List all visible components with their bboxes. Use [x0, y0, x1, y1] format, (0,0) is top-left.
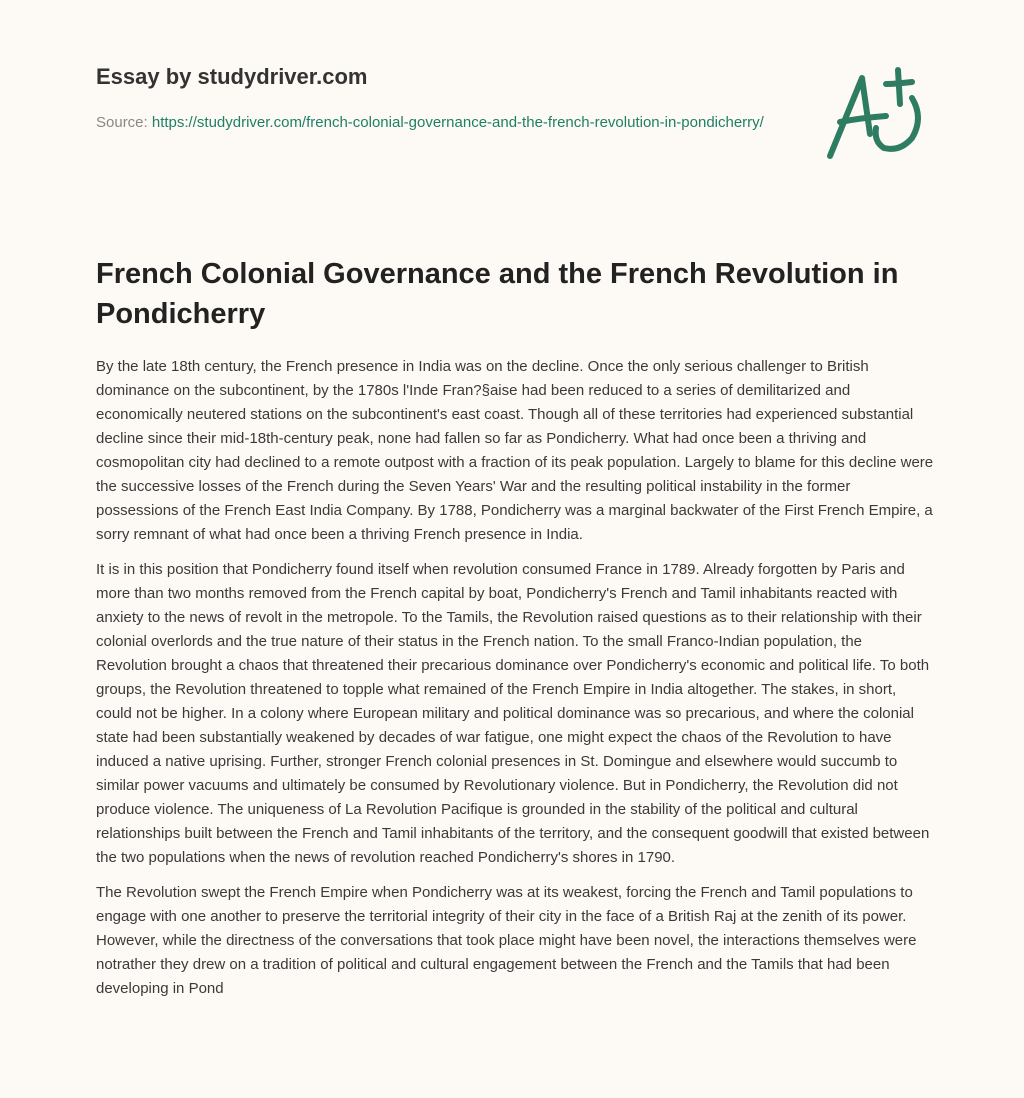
- source-line: [96, 111, 776, 135]
- source-link[interactable]: https://studydriver.com/french-colonial-governance-and-the-french-revolution-in-pondicherry/: [151, 114, 764, 131]
- paragraph: By the late 18th century, the French presence in India was on the decline. Once the only serious challenger to British dominance on the subcontinent, by the 1780s l'Inde Fran?§aise had been reduced to a series of demilitarized and economically neutered stations on the subcontinent's east coast. Though all of these territories had experienced substantial decline since their mid-18th-century peak, none had fallen so far as Pondicherry. What had once been a thriving and cosmopolitan city had declined to a remote outpost with a fraction of its peak population. Largely to blame for this decline were the successive losses of the French during the Seven Years' War and the resulting political instability in the former possessions of the French East India Company. By 1788, Pondicherry was a marginal backwater of the First French Empire, a sorry remnant of what had once been a thriving French presence in India.: [96, 358, 934, 543]
- source-label: Source:: [96, 114, 152, 131]
- article-title: French Colonial Governance and the French Revolution in Pondicherry: [96, 258, 899, 330]
- page-header: [0, 0, 1024, 240]
- paragraph: The Revolution swept the French Empire when Pondicherry was at its weakest, forcing the French and Tamil populations to engage with one another to preserve the territorial integrity of their city in the face of a British Raj at the zenith of its power. However, while the directness of the conversations that took place might have been novel, the interactions themselves were notrather they drew on a tradition of political and cultural engagement between the French and the Tamils that had been developing in Pond: [96, 884, 917, 997]
- brand-title: Essay by studydriver.com: [96, 64, 368, 89]
- paragraph: It is in this position that Pondicherry found itself when revolution consumed France in 1789. Already forgotten by Paris and more than two months removed from the French capital by boat, Pondicherry's French and Tamil inhabitants reacted with anxiety to the news of revolt in the metropole. To the Tamils, the Revolution raised questions as to their relationship with their colonial overlords and the true nature of their status in the French nation. To the small Franco-Indian population, the Revolution brought a chaos that threatened their precarious dominance over Pondicherry's economic and political life. To both groups, the Revolution threatened to topple what remained of the French Empire in India altogether. The stakes, in short, could not be higher. In a colony where European military and political dominance was so precarious, and where the colonial state had been substantially weakened by decades of war fatigue, one might expect the chaos of the Revolution to have induced a native uprising. Further, stronger French colonial presences in St. Domingue and elsewhere would succumb to similar power vacuums and ultimately be consumed by Revolutionary violence. But in Pondicherry, the Revolution did not produce violence. The uniqueness of La Revolution Pacifique is grounded in the stability of the political and cultural relationships built between the French and Tamil inhabitants of the territory, and the consequent goodwill that existed between the two populations when the news of revolution reached Pondicherry's shores in 1790.: [96, 561, 930, 866]
- article-body: [96, 355, 934, 1012]
- a-plus-grade-icon: [820, 64, 930, 169]
